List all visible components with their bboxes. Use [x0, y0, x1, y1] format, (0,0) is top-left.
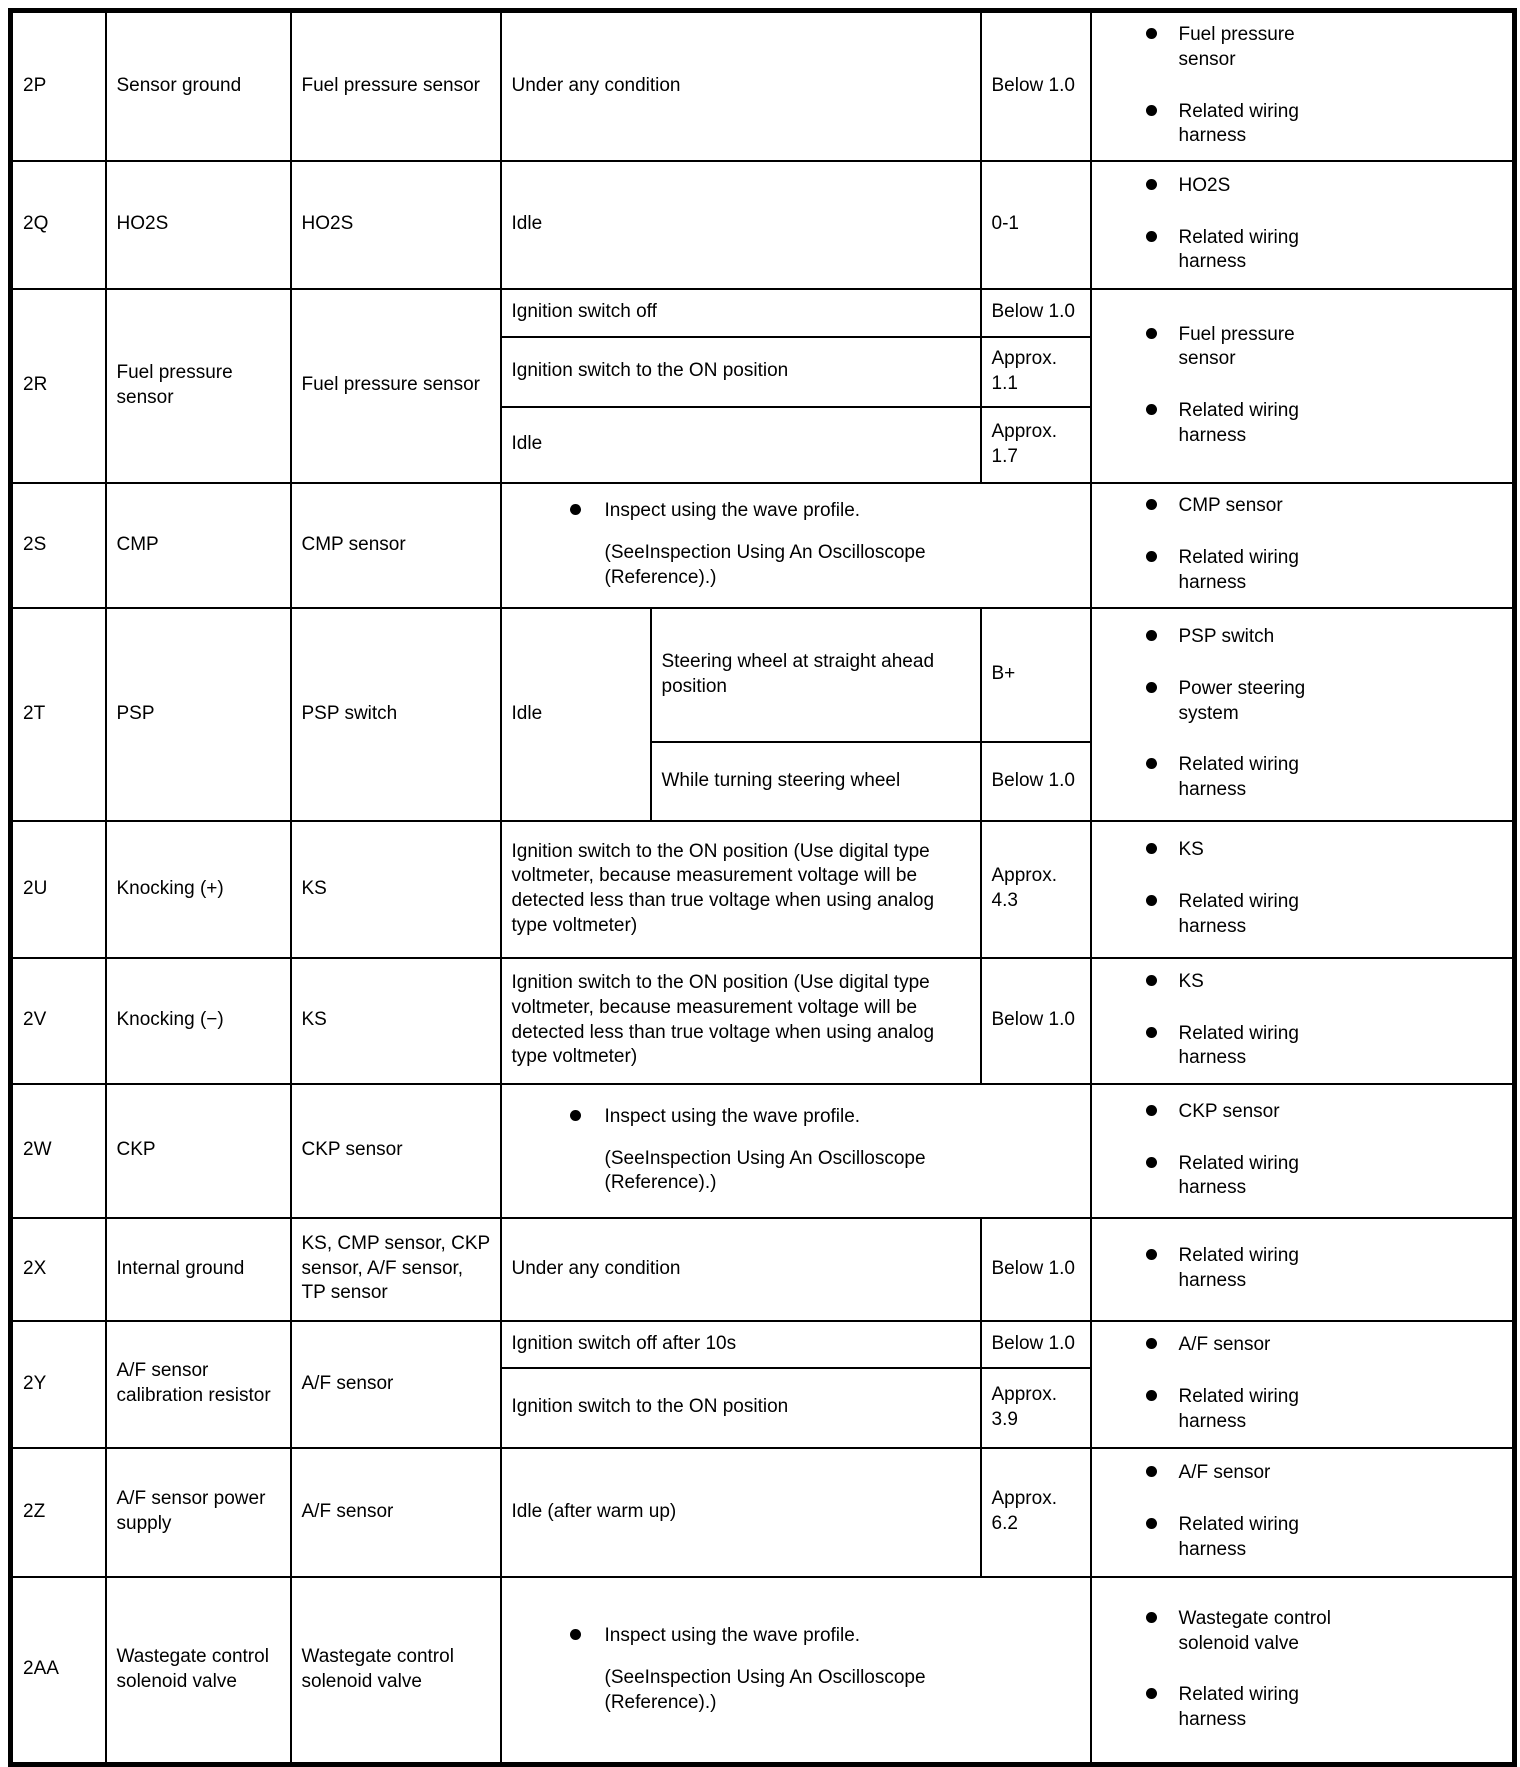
- inspection-item-label: Related wiring harness: [1178, 1245, 1299, 1291]
- inspection-item-label: A/F sensor: [1178, 1334, 1271, 1356]
- terminal-cell: 2AA: [11, 1577, 106, 1765]
- inspection-item: [1146, 1607, 1505, 1656]
- wave-profile-note: [512, 1105, 1082, 1196]
- inspection-item: [1146, 1333, 1505, 1358]
- bullet-icon: [1146, 975, 1157, 986]
- note-text: Inspect using the wave profile.: [604, 1625, 861, 1647]
- condition-cell: Steering wheel at straight ahead position: [651, 608, 981, 742]
- inspection-cell: [1091, 1218, 1515, 1321]
- inspection-item: [1146, 838, 1505, 863]
- inspection-list: [1102, 1461, 1505, 1562]
- signal-cell: Internal ground: [106, 1218, 291, 1321]
- note-text: Inspect using the wave profile.: [604, 500, 861, 522]
- part-cell: KS: [291, 821, 501, 958]
- terminal-cell: 2V: [11, 958, 106, 1084]
- table-row: [11, 11, 1515, 161]
- inspection-item-label: CMP sensor: [1178, 495, 1283, 517]
- bullet-icon: [1146, 1466, 1157, 1477]
- inspection-cell: [1091, 608, 1515, 821]
- voltage-cell: Below 1.0: [981, 742, 1091, 821]
- bullet-icon: [1146, 843, 1157, 854]
- note-bullet-line: [570, 1624, 1082, 1649]
- inspection-item: [1146, 323, 1505, 372]
- voltage-cell: Below 1.0: [981, 11, 1091, 161]
- signal-cell: Knocking (−): [106, 958, 291, 1084]
- bullet-icon: [1146, 328, 1157, 339]
- inspection-list: [1102, 970, 1505, 1071]
- voltage-cell: Below 1.0: [981, 1218, 1091, 1321]
- condition-cell: Ignition switch to the ON position: [501, 337, 981, 407]
- inspection-item: [1146, 1513, 1505, 1562]
- bullet-icon: [1146, 1688, 1157, 1699]
- bullet-icon: [570, 1629, 581, 1640]
- signal-cell: PSP: [106, 608, 291, 821]
- voltage-cell: B+: [981, 608, 1091, 742]
- condition-cell: Idle: [501, 161, 981, 289]
- bullet-icon: [1146, 758, 1157, 769]
- terminal-cell: 2Q: [11, 161, 106, 289]
- table-row: [11, 1084, 1515, 1218]
- terminal-cell: 2U: [11, 821, 106, 958]
- inspection-cell: [1091, 483, 1515, 608]
- condition-cell: Ignition switch to the ON position (Use digital type voltmeter, because measurement voltage will be detected less than true voltage when using analog type voltmeter): [501, 958, 981, 1084]
- table-row: [11, 958, 1515, 1084]
- part-cell: A/F sensor: [291, 1448, 501, 1577]
- bullet-icon: [1146, 1338, 1157, 1349]
- signal-cell: Wastegate control solenoid valve: [106, 1577, 291, 1765]
- condition-cell: Idle: [501, 407, 981, 483]
- bullet-icon: [1146, 499, 1157, 510]
- inspection-item: [1146, 1152, 1505, 1201]
- wave-profile-note-cell: [501, 483, 1091, 608]
- inspection-item-label: Related wiring harness: [1178, 100, 1299, 147]
- inspection-item: [1146, 1022, 1505, 1071]
- wave-profile-note: [512, 1624, 1082, 1715]
- condition-cell: Ignition switch to the ON position (Use digital type voltmeter, because measurement voltage will be detected less than true voltage when using analog type voltmeter): [501, 821, 981, 958]
- signal-cell: HO2S: [106, 161, 291, 289]
- inspection-cell: [1091, 821, 1515, 958]
- inspection-list: [1102, 625, 1505, 802]
- inspection-item-label: Related wiring harness: [1178, 1022, 1299, 1069]
- inspection-item-label: A/F sensor: [1178, 1462, 1271, 1484]
- inspection-item: [1146, 677, 1505, 726]
- inspection-list: [1102, 1244, 1505, 1293]
- inspection-item: [1146, 625, 1505, 650]
- inspection-item-label: Related wiring harness: [1178, 1514, 1299, 1560]
- inspection-item: [1146, 174, 1505, 199]
- inspection-item-label: Related wiring harness: [1178, 1684, 1299, 1730]
- inspection-item: [1146, 23, 1505, 72]
- terminal-cell: 2T: [11, 608, 106, 821]
- terminal-cell: 2Z: [11, 1448, 106, 1577]
- inspection-item-label: Related wiring harness: [1178, 1386, 1299, 1432]
- bullet-icon: [1146, 231, 1157, 242]
- voltage-cell: Approx. 1.1: [981, 337, 1091, 407]
- terminal-cell: 2X: [11, 1218, 106, 1321]
- table-row: [11, 1321, 1515, 1368]
- inspection-item: [1146, 100, 1505, 149]
- table-row: [11, 483, 1515, 608]
- voltage-cell: Below 1.0: [981, 958, 1091, 1084]
- bullet-icon: [1146, 1390, 1157, 1401]
- signal-cell: A/F sensor power supply: [106, 1448, 291, 1577]
- terminal-cell: 2S: [11, 483, 106, 608]
- wave-profile-note: [512, 499, 1082, 590]
- voltage-cell: Approx. 6.2: [981, 1448, 1091, 1577]
- inspection-item-label: Related wiring harness: [1178, 891, 1299, 937]
- signal-cell: Sensor ground: [106, 11, 291, 161]
- table-row: [11, 608, 1515, 742]
- inspection-item: [1146, 546, 1505, 595]
- voltage-cell: Approx. 1.7: [981, 407, 1091, 483]
- inspection-item-label: Power steering system: [1178, 677, 1306, 724]
- terminal-cell: 2W: [11, 1084, 106, 1218]
- inspection-item: [1146, 890, 1505, 939]
- signal-cell: Fuel pressure sensor: [106, 289, 291, 483]
- voltage-cell: Below 1.0: [981, 1321, 1091, 1368]
- inspection-item: [1146, 1385, 1505, 1434]
- bullet-icon: [1146, 1612, 1157, 1623]
- part-cell: Fuel pressure sensor: [291, 11, 501, 161]
- part-cell: KS, CMP sensor, CKP sensor, A/F sensor, TP sensor: [291, 1218, 501, 1321]
- bullet-icon: [1146, 1105, 1157, 1116]
- part-cell: CMP sensor: [291, 483, 501, 608]
- inspection-item-label: Fuel pressure sensor: [1178, 323, 1295, 370]
- note-reference: (SeeInspection Using An Oscilloscope (Reference).): [604, 542, 926, 588]
- inspection-item-label: Related wiring harness: [1178, 547, 1299, 593]
- condition-cell: Under any condition: [501, 1218, 981, 1321]
- condition-cell: Ignition switch off after 10s: [501, 1321, 981, 1368]
- inspection-list: [1102, 1607, 1505, 1733]
- inspection-cell: [1091, 289, 1515, 483]
- table-row: [11, 289, 1515, 337]
- inspection-cell: [1091, 1084, 1515, 1218]
- note-text: Inspect using the wave profile.: [604, 1105, 861, 1127]
- bullet-icon: [1146, 404, 1157, 415]
- bullet-icon: [1146, 28, 1157, 39]
- condition-cell: While turning steering wheel: [651, 742, 981, 821]
- inspection-item: [1146, 399, 1505, 448]
- part-cell: Fuel pressure sensor: [291, 289, 501, 483]
- part-cell: A/F sensor: [291, 1321, 501, 1448]
- bullet-icon: [1146, 179, 1157, 190]
- inspection-item-label: HO2S: [1178, 174, 1231, 196]
- signal-cell: Knocking (+): [106, 821, 291, 958]
- inspection-item: [1146, 1461, 1505, 1486]
- note-bullet-line: [570, 1105, 1082, 1130]
- bullet-icon: [1146, 1518, 1157, 1529]
- part-cell: PSP switch: [291, 608, 501, 821]
- inspection-cell: [1091, 11, 1515, 161]
- part-cell: CKP sensor: [291, 1084, 501, 1218]
- terminal-cell: 2Y: [11, 1321, 106, 1448]
- inspection-list: [1102, 23, 1505, 149]
- inspection-list: [1102, 174, 1505, 275]
- inspection-item-label: KS: [1178, 970, 1204, 992]
- bullet-icon: [570, 504, 581, 515]
- condition-cell: Ignition switch off: [501, 289, 981, 337]
- bullet-icon: [1146, 551, 1157, 562]
- inspection-item-label: PSP switch: [1178, 626, 1275, 648]
- inspection-item-label: Related wiring harness: [1178, 754, 1299, 801]
- inspection-item-label: Related wiring harness: [1178, 226, 1299, 273]
- voltage-cell: Approx. 4.3: [981, 821, 1091, 958]
- bullet-icon: [1146, 1157, 1157, 1168]
- inspection-item: [1146, 753, 1505, 802]
- bullet-icon: [1146, 1249, 1157, 1260]
- part-cell: KS: [291, 958, 501, 1084]
- inspection-item-label: KS: [1178, 839, 1204, 861]
- condition-cell: Under any condition: [501, 11, 981, 161]
- inspection-cell: [1091, 958, 1515, 1084]
- shared-condition-cell: Idle: [501, 608, 651, 821]
- condition-cell: Ignition switch to the ON position: [501, 1368, 981, 1448]
- inspection-item: [1146, 1683, 1505, 1732]
- note-reference: (SeeInspection Using An Oscilloscope (Reference).): [604, 1147, 926, 1194]
- inspection-list: [1102, 323, 1505, 449]
- bullet-icon: [1146, 1027, 1157, 1038]
- inspection-item-label: CKP sensor: [1178, 1100, 1280, 1122]
- part-cell: Wastegate control solenoid valve: [291, 1577, 501, 1765]
- inspection-item-label: Fuel pressure sensor: [1178, 24, 1295, 71]
- note-reference: (SeeInspection Using An Oscilloscope (Reference).): [604, 1666, 926, 1713]
- bullet-icon: [1146, 105, 1157, 116]
- part-cell: HO2S: [291, 161, 501, 289]
- wave-profile-note-cell: [501, 1577, 1091, 1765]
- voltage-cell: Below 1.0: [981, 289, 1091, 337]
- inspection-cell: [1091, 1448, 1515, 1577]
- table-row: [11, 1577, 1515, 1765]
- table-row: [11, 1218, 1515, 1321]
- bullet-icon: [1146, 895, 1157, 906]
- terminal-cell: 2P: [11, 11, 106, 161]
- table-row: [11, 161, 1515, 289]
- inspection-item: [1146, 1244, 1505, 1293]
- note-bullet-line: [570, 499, 1082, 524]
- inspection-item: [1146, 1100, 1505, 1125]
- condition-cell: Idle (after warm up): [501, 1448, 981, 1577]
- inspection-cell: [1091, 161, 1515, 289]
- terminal-cell: 2R: [11, 289, 106, 483]
- wave-profile-note-cell: [501, 1084, 1091, 1218]
- inspection-cell: [1091, 1321, 1515, 1448]
- inspection-cell: [1091, 1577, 1515, 1765]
- inspection-item-label: Related wiring harness: [1178, 1152, 1299, 1199]
- inspection-list: [1102, 1333, 1505, 1434]
- signal-cell: CKP: [106, 1084, 291, 1218]
- inspection-item: [1146, 494, 1505, 519]
- inspection-list: [1102, 1100, 1505, 1201]
- inspection-item: [1146, 226, 1505, 275]
- inspection-list: [1102, 494, 1505, 595]
- bullet-icon: [1146, 630, 1157, 641]
- table-row: [11, 1448, 1515, 1577]
- table-row: [11, 821, 1515, 958]
- inspection-item-label: Wastegate control solenoid valve: [1178, 1607, 1331, 1654]
- signal-cell: A/F sensor calibration resistor: [106, 1321, 291, 1448]
- bullet-icon: [570, 1110, 581, 1121]
- inspection-list: [1102, 838, 1505, 939]
- inspection-item: [1146, 970, 1505, 995]
- bullet-icon: [1146, 682, 1157, 693]
- terminal-voltage-table: [8, 8, 1517, 1767]
- inspection-item-label: Related wiring harness: [1178, 400, 1299, 446]
- signal-cell: CMP: [106, 483, 291, 608]
- voltage-cell: Approx. 3.9: [981, 1368, 1091, 1448]
- voltage-cell: 0-1: [981, 161, 1091, 289]
